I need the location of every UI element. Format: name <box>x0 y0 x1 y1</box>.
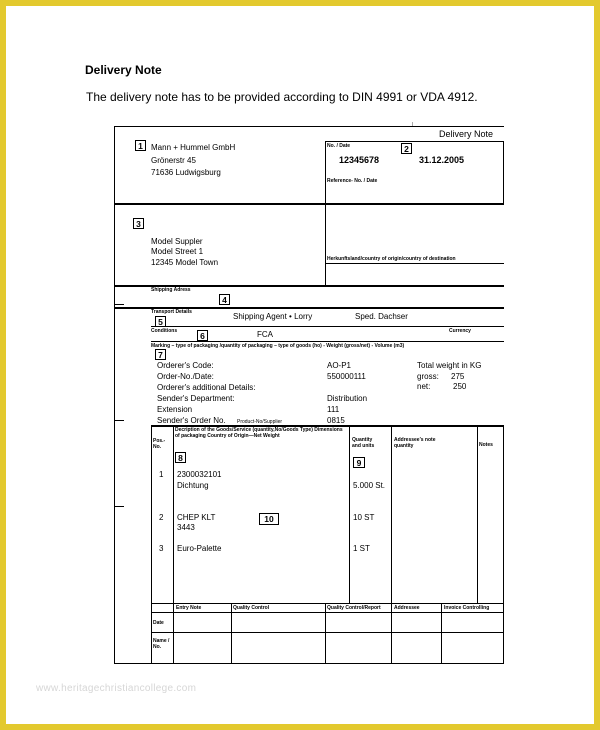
net-value: 250 <box>453 382 467 391</box>
entry-note-label: Entry Note <box>176 605 202 611</box>
supplier-city: 12345 Model Town <box>151 258 219 267</box>
origin-label: Herkunftsland/country of origin/country of destination <box>327 256 456 262</box>
box-5: 5 <box>155 316 166 327</box>
supplier-name: Model Suppler <box>151 237 203 246</box>
orderer-label: Order-No./Date: <box>157 372 214 381</box>
delivery-date: 31.12.2005 <box>419 155 465 165</box>
orderer-value: 550000111 <box>327 372 366 381</box>
transport-label: Transport Details <box>151 309 192 315</box>
invoice-controlling-label: Invoice Controlling <box>444 605 490 611</box>
box-9: 9 <box>353 457 365 468</box>
document-page <box>6 6 594 724</box>
form-title: Delivery Note <box>439 129 494 139</box>
item-line2: Dichtung <box>177 481 209 490</box>
item-line1: Euro-Palette <box>177 544 222 553</box>
orderer-value: AO-P1 <box>327 361 352 370</box>
quality-report-label: Quality Control/Report <box>327 605 381 611</box>
orderer-value: 111 <box>327 405 340 414</box>
item-line2: 3443 <box>177 523 195 532</box>
box-7: 7 <box>155 349 166 360</box>
total-weight-title: Total weight in KG <box>417 361 482 370</box>
delivery-number: 12345678 <box>339 155 380 165</box>
item-line1: CHEP KLT <box>177 513 216 522</box>
date-label: Date <box>153 620 164 626</box>
page-heading: Delivery Note <box>85 63 162 77</box>
orderer-value: Distribution <box>327 394 368 403</box>
intro-text: The delivery note has to be provided according to DIN 4991 or VDA 4912. <box>86 90 478 104</box>
reference-label: Reference- No. / Date <box>327 178 378 184</box>
item-line1: 2300032101 <box>177 470 222 479</box>
item-pos: 2 <box>159 513 164 522</box>
supplier-street: Model Street 1 <box>151 247 204 256</box>
currency-label: Currency <box>449 328 471 334</box>
orderer-label: Sender's Order No. <box>157 416 226 425</box>
addressee-label: Addressee <box>394 605 420 611</box>
orderer-label: Orderer's Code: <box>157 361 214 370</box>
sender-name: Mann + Hummel GmbH <box>151 143 236 152</box>
orderer-label: Orderer's additional Details: <box>157 383 256 392</box>
sender-street: Grönerstr 45 <box>151 156 196 165</box>
box-6: 6 <box>197 330 208 341</box>
box-10: 10 <box>259 513 279 525</box>
box-3: 3 <box>133 218 144 229</box>
shipping-label: Shipping Adress <box>151 287 191 293</box>
description-header: Decription of the Goods/Service (quantity,No/Goods Type) Dimensions of packaging Country of Origin—Net Weight <box>175 427 343 439</box>
item-pos: 3 <box>159 544 164 553</box>
marking-label: Marking – type of packaging /quantity of packaging – type of goods (ho) - Weight (gross/net) - Volume (m3) <box>151 343 405 349</box>
carrier-name: Sped. Dachser <box>355 312 408 321</box>
delivery-note-form <box>114 126 503 664</box>
net-label: net: <box>417 382 431 391</box>
conditions-value: FCA <box>257 330 273 339</box>
item-qty: 10 ST <box>353 513 375 522</box>
orderer-label: Sender's Department: <box>157 394 235 403</box>
item-qty: 1 ST <box>353 544 370 553</box>
quantity-header: Quantity and units <box>352 437 375 449</box>
item-pos: 1 <box>159 470 164 479</box>
orderer-label: Extension <box>157 405 193 414</box>
box-2: 2 <box>401 143 412 154</box>
sender-city: 71636 Ludwigsburg <box>151 168 221 177</box>
gross-label: gross: <box>417 372 439 381</box>
box-8: 8 <box>175 452 186 463</box>
pos-header: Pos.- No. <box>153 438 166 450</box>
gross-value: 275 <box>451 372 465 381</box>
box-4: 4 <box>219 294 230 305</box>
name-no-label: Name / No. <box>153 638 170 650</box>
watermark: www.heritagechristiancollege.com <box>36 683 197 694</box>
notes-header: Notes <box>479 442 493 448</box>
item-qty: 5.000 St. <box>353 481 386 490</box>
box-1: 1 <box>135 140 146 151</box>
quality-control-label: Quality Control <box>233 605 270 611</box>
number-label: No. / Date <box>327 143 351 149</box>
product-no-label: Product-No/Supplier <box>237 419 283 425</box>
orderer-value: 0815 <box>327 416 345 425</box>
shipping-agent: Shipping Agent • Lorry <box>233 312 313 321</box>
conditions-label: Conditions <box>151 328 178 334</box>
addressee-note-header: Addressee's note quantity <box>394 437 436 449</box>
